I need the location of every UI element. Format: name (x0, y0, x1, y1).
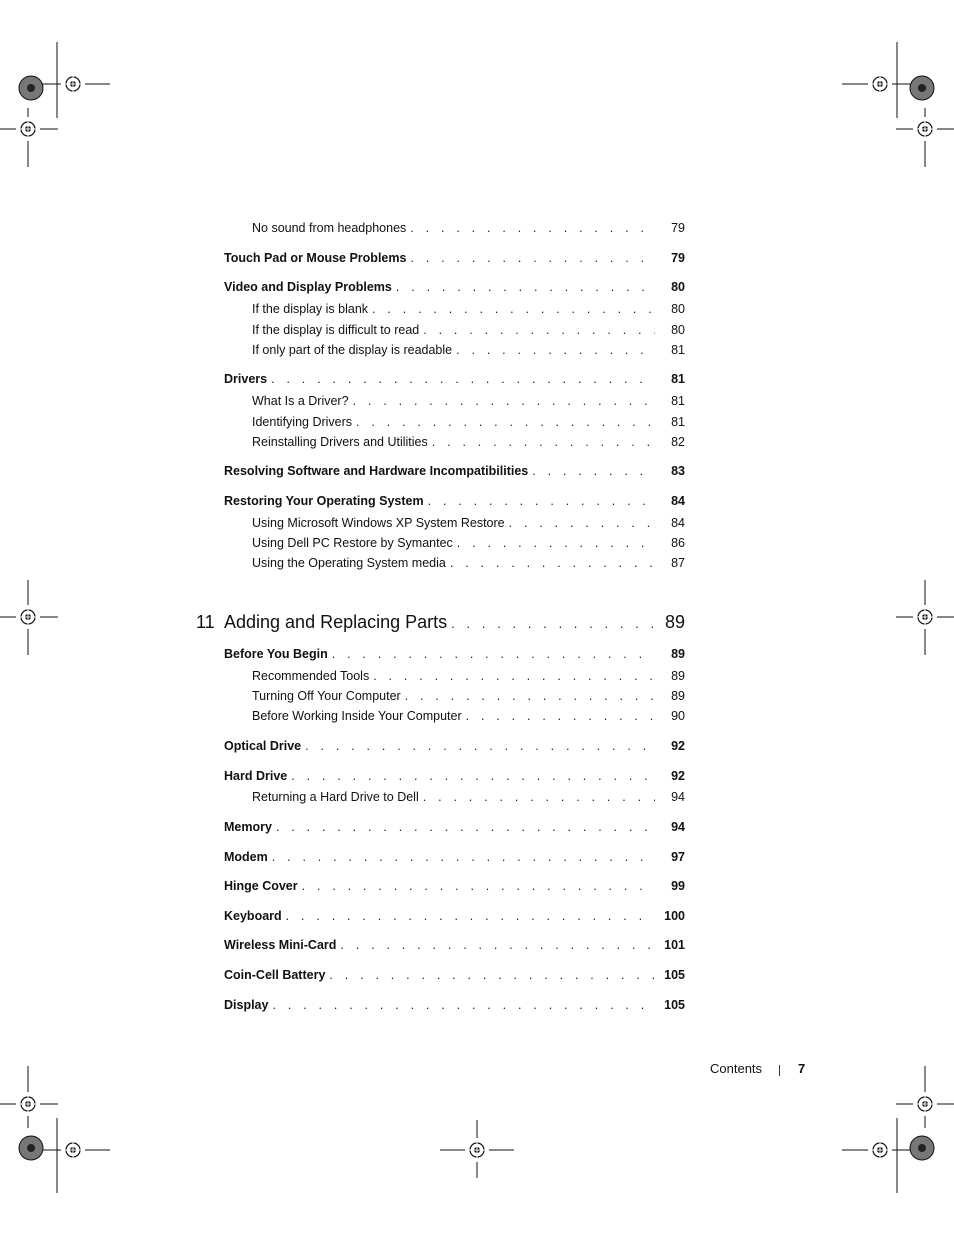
toc-entry-page: 101 (664, 938, 685, 952)
toc-entry-page: 80 (671, 323, 685, 337)
toc-entry-page: 81 (671, 343, 685, 357)
toc-entry-page: 82 (671, 435, 685, 449)
toc-entry-title: Coin-Cell Battery (224, 966, 329, 984)
footer-label: Contents (710, 1061, 763, 1076)
toc-entry-title: Reinstalling Drivers and Utilities (252, 433, 432, 451)
toc-entry-page: 94 (671, 820, 685, 834)
toc-entry-page: 87 (671, 556, 685, 570)
toc-entry-title: Modem (224, 848, 272, 866)
toc-entry-page: 83 (671, 464, 685, 478)
toc-entry-title: Using Microsoft Windows XP System Restore (252, 514, 509, 532)
toc-entry-title: Optical Drive (224, 737, 305, 755)
toc-entry-page: 92 (671, 739, 685, 753)
toc-entry-title: Drivers (224, 370, 271, 388)
toc-entry-title: Wireless Mini-Card (224, 936, 340, 954)
toc-entry-page: 80 (671, 302, 685, 316)
toc-entry-page: 79 (671, 221, 685, 235)
toc-entry-title: Before Working Inside Your Computer (252, 707, 466, 725)
toc-entry-page: 100 (664, 909, 685, 923)
toc-entry-title: Hinge Cover (224, 877, 302, 895)
toc-entry-page: 81 (671, 394, 685, 408)
toc-entry-page: 86 (671, 536, 685, 550)
toc-entry-page: 89 (671, 669, 685, 683)
toc-entry-title: Display (224, 996, 272, 1014)
toc-entry-title: Turning Off Your Computer (252, 687, 405, 705)
toc-entry-title: Using the Operating System media (252, 554, 450, 572)
toc-entry-page: 92 (671, 769, 685, 783)
toc-entry-title: Restoring Your Operating System (224, 492, 428, 510)
toc-entry-page: 105 (664, 968, 685, 982)
toc-entry-title: Identifying Drivers (252, 413, 356, 431)
toc-entry-title: Video and Display Problems (224, 278, 396, 296)
toc-entry-title: Before You Begin (224, 645, 332, 663)
toc-entry-page: 81 (671, 415, 685, 429)
toc-entry-page: 94 (671, 790, 685, 804)
toc-entry-title: Keyboard (224, 907, 286, 925)
toc-entry-title: Hard Drive (224, 767, 291, 785)
toc-entry-title: If the display is difficult to read (252, 321, 423, 339)
toc-entry-page: 89 (671, 647, 685, 661)
toc-entry-page: 81 (671, 372, 685, 386)
toc-entry-title: Using Dell PC Restore by Symantec (252, 534, 457, 552)
toc-entry-page: 90 (671, 709, 685, 723)
toc-entry-title: Returning a Hard Drive to Dell (252, 788, 423, 806)
page-number: 7 (798, 1061, 806, 1076)
toc-entry-title: Touch Pad or Mouse Problems (224, 249, 410, 267)
toc-entry-page: 80 (671, 280, 685, 294)
toc-entry-page: 84 (671, 494, 685, 508)
toc-entry-title: If the display is blank (252, 300, 372, 318)
toc-entry-page: 105 (664, 998, 685, 1012)
chapter-title: Adding and Replacing Parts (224, 612, 448, 632)
toc-entry-title: Memory (224, 818, 276, 836)
toc-entry-page: 79 (671, 251, 685, 265)
toc-entry-page: 97 (671, 850, 685, 864)
toc-entry-page: 99 (671, 879, 685, 893)
chapter-page: 89 (664, 612, 685, 632)
toc-entry-page: 84 (671, 516, 685, 530)
toc-entry-title: If only part of the display is readable (252, 341, 456, 359)
toc-entry-page: 89 (671, 689, 685, 703)
chapter-number: 11 (196, 612, 215, 632)
toc-entry-title: Resolving Software and Hardware Incompatibilities (224, 462, 532, 480)
toc-entry-title: What Is a Driver? (252, 392, 353, 410)
toc-entry-title: Recommended Tools (252, 667, 373, 685)
toc-entry-title: No sound from headphones (252, 219, 410, 237)
